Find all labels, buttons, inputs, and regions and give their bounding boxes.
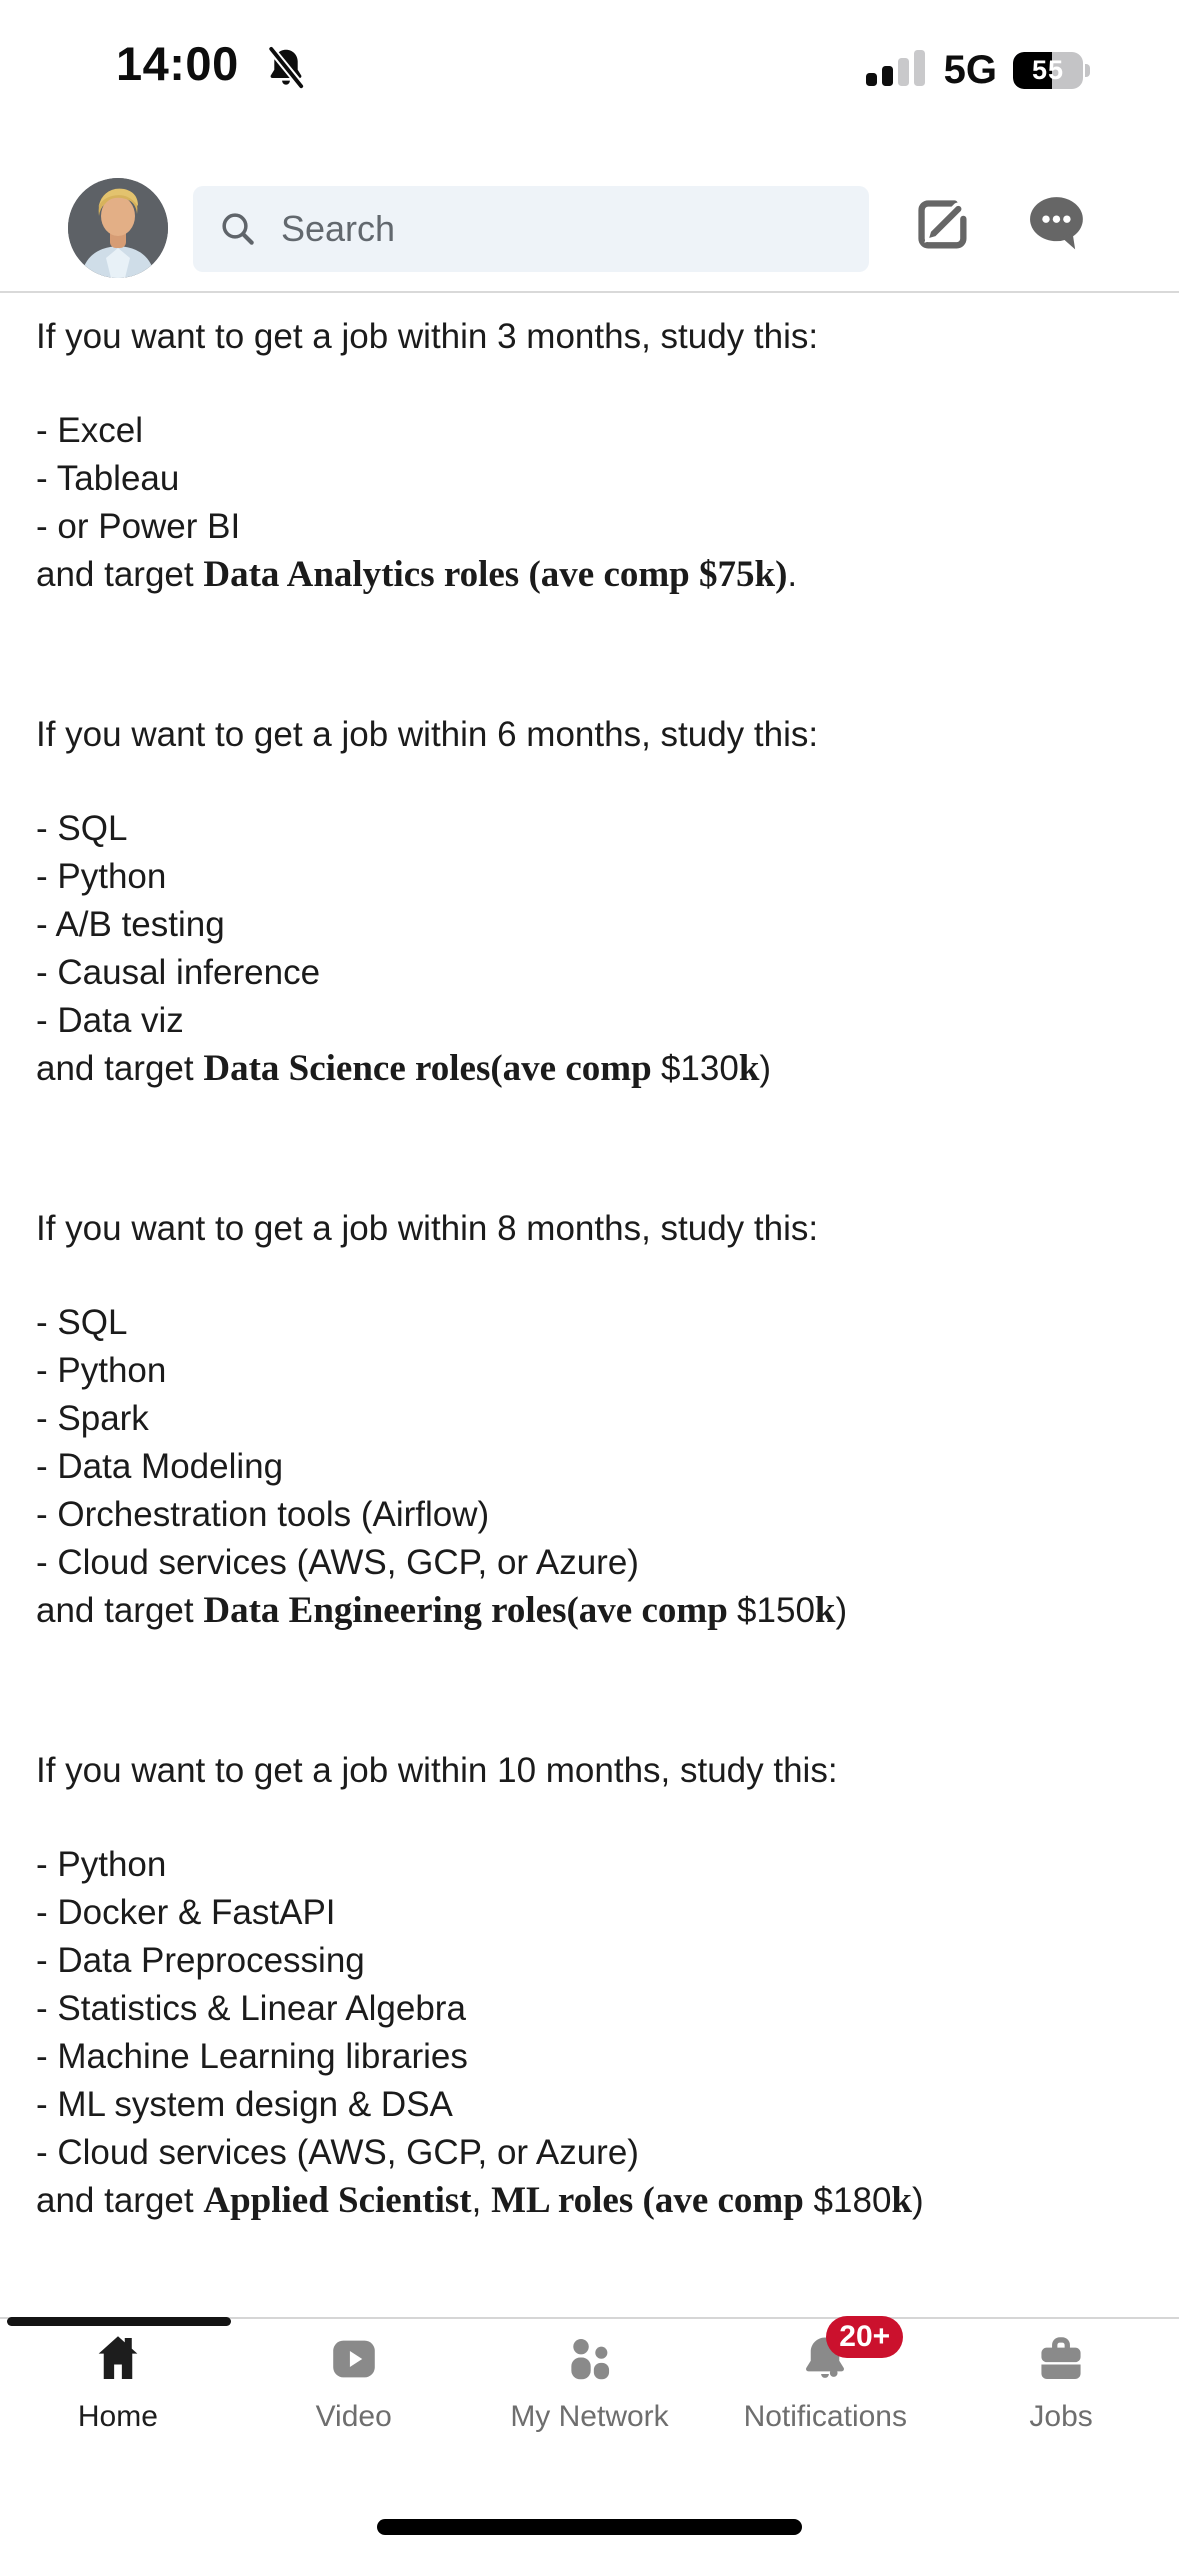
tab-label: My Network (510, 2400, 669, 2433)
active-tab-indicator (7, 2317, 231, 2326)
tab-label: Video (315, 2400, 392, 2433)
tab-bar (0, 2320, 1179, 2434)
list-item: - Data Preprocessing (36, 1941, 365, 1980)
messaging-icon[interactable] (1024, 190, 1090, 261)
list-item: - or Power BI (36, 507, 241, 546)
list-item: - ML system design & DSA (36, 2085, 453, 2124)
list-item: - Machine Learning libraries (36, 2037, 468, 2076)
regular-text: and target (36, 2181, 204, 2220)
notifications-badge: 20+ (826, 2316, 903, 2358)
home-indicator[interactable] (377, 2519, 802, 2535)
bold-serif-text: Applied Scientist (203, 2180, 472, 2221)
battery-percent: 55 (1031, 55, 1065, 85)
list-item: - Python (36, 1351, 167, 1390)
tab-jobs[interactable] (943, 2330, 1179, 2434)
post-section (36, 1747, 1145, 2225)
tab-notifications[interactable] (707, 2320, 943, 2434)
battery-cap (1085, 64, 1090, 77)
regular-text: and target (36, 1049, 204, 1088)
list-item: - A/B testing (36, 905, 225, 944)
list-item: - Cloud services (AWS, GCP, or Azure) (36, 1543, 639, 1582)
tab-label: Jobs (1029, 2400, 1093, 2433)
notifications-icon (796, 2320, 891, 2388)
bell-slash-icon (260, 42, 312, 99)
bold-serif-text: k (891, 2180, 912, 2221)
section-heading: If you want to get a job within 3 months, study this: (36, 317, 819, 356)
regular-text: . (787, 555, 798, 594)
bold-serif-text: k (814, 1590, 836, 1631)
list-item: - Causal inference (36, 953, 321, 992)
clock: 14:00 (116, 37, 239, 90)
compose-post-icon[interactable] (910, 190, 976, 261)
my-network-icon (560, 2330, 618, 2388)
list-item: - Python (36, 857, 167, 896)
regular-text: and target (36, 1591, 204, 1630)
bold-serif-text: k (738, 1048, 760, 1089)
list-item: - Data Modeling (36, 1447, 284, 1486)
regular-text: ) (912, 2181, 924, 2220)
regular-text: $180 (803, 2181, 892, 2220)
target-line (36, 1045, 1145, 1093)
list-item: - Excel (36, 411, 143, 450)
section-heading: If you want to get a job within 10 months, study this: (36, 1751, 838, 1790)
tab-my-network[interactable] (472, 2330, 708, 2434)
target-line (36, 551, 1145, 599)
signal-strength-icon (866, 50, 928, 91)
tab-video[interactable] (236, 2330, 472, 2434)
list-item: - SQL (36, 1303, 128, 1342)
target-line (36, 1587, 1145, 1635)
section-heading: If you want to get a job within 6 months, study this: (36, 715, 819, 754)
regular-text: ) (759, 1049, 772, 1088)
header-divider (0, 291, 1179, 293)
list-item: - Spark (36, 1399, 149, 1438)
avatar[interactable] (68, 178, 168, 278)
list-item: - Statistics & Linear Algebra (36, 1989, 466, 2028)
post-section (36, 711, 1145, 1093)
search-bar[interactable] (193, 186, 869, 272)
tab-label: Home (77, 2400, 158, 2433)
bold-serif-text: Data Analytics roles (ave comp $75k) (203, 554, 788, 595)
post-body (0, 295, 1179, 2225)
status-bar (0, 0, 1179, 130)
target-line (36, 2177, 1145, 2225)
search-icon (217, 208, 259, 250)
bold-serif-text: Data Science roles(ave comp (203, 1048, 661, 1089)
post-section (36, 1205, 1145, 1635)
regular-text: $150 (737, 1591, 815, 1630)
bold-serif-text: Data Engineering roles(ave comp (203, 1590, 738, 1631)
regular-text: and target (36, 555, 204, 594)
list-item: - SQL (36, 809, 128, 848)
list-item: - Python (36, 1845, 167, 1884)
list-item: - Data viz (36, 1001, 184, 1040)
network-type: 5G (943, 48, 997, 92)
regular-text: , (471, 2181, 492, 2220)
tab-home[interactable] (0, 2330, 236, 2434)
battery-icon (1013, 52, 1083, 89)
list-item: - Tableau (36, 459, 180, 498)
search-input[interactable] (279, 207, 803, 251)
home-icon (89, 2330, 147, 2388)
post-section (36, 313, 1145, 599)
list-item: - Cloud services (AWS, GCP, or Azure) (36, 2133, 639, 2172)
regular-text: $130 (660, 1049, 739, 1088)
list-item: - Docker & FastAPI (36, 1893, 336, 1932)
bold-serif-text: ML roles (ave comp (491, 2180, 804, 2221)
regular-text: ) (835, 1591, 848, 1630)
app-header (0, 130, 1179, 293)
section-heading: If you want to get a job within 8 months, study this: (36, 1209, 819, 1248)
list-item: - Orchestration tools (Airflow) (36, 1495, 490, 1534)
video-icon (325, 2330, 383, 2388)
tab-label: Notifications (743, 2400, 907, 2433)
jobs-icon (1032, 2330, 1090, 2388)
